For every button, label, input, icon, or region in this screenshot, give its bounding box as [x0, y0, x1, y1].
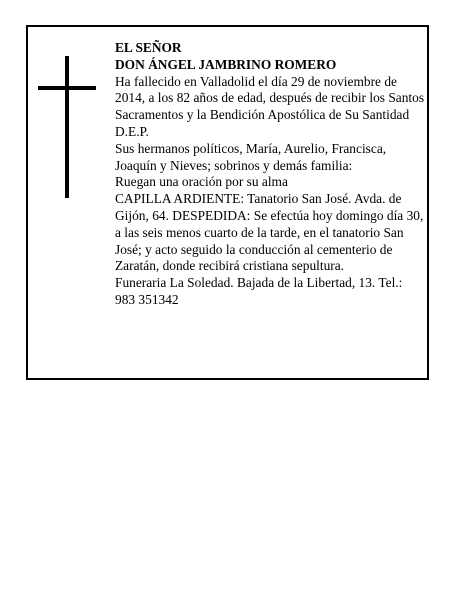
cross-icon — [38, 56, 96, 198]
notice-heading-line1: EL SEÑOR — [115, 40, 182, 55]
cross-horizontal-bar — [38, 86, 96, 90]
deceased-name: DON ÁNGEL JAMBRINO ROMERO — [115, 56, 337, 72]
prayer-request: Ruegan una oración por su alma — [115, 174, 288, 190]
cross-vertical-bar — [65, 56, 69, 198]
funeral-home-contact: Funeraria La Soledad. Bajada de la Libertad, 13. Tel.: 983 351342 — [115, 275, 403, 307]
rip-line: D.E.P. — [115, 123, 149, 139]
notice-text — [115, 40, 425, 309]
funeral-details: CAPILLA ARDIENTE: Tanatorio San José. Avda. de Gijón, 64. DESPEDIDA: Se efectúa hoy domingo día 30, a las seis menos cuarto de la tarde, en el tanatorio San José; y acto seguido la conducción al cementerio de Zaratán, donde recibirá cristiana sepultura. — [115, 191, 424, 274]
obituary-notice — [26, 25, 429, 380]
death-announcement: Ha fallecido en Valladolid el día 29 de noviembre de 2014, a los 82 años de edad, después de recibir los Santos Sacramentos y la Bendición Apostólica de Su Santidad — [115, 73, 425, 123]
family-mourners: Sus hermanos políticos, María, Aurelio, Francisca, Joaquín y Nieves; sobrinos y demás familia: — [115, 140, 387, 173]
